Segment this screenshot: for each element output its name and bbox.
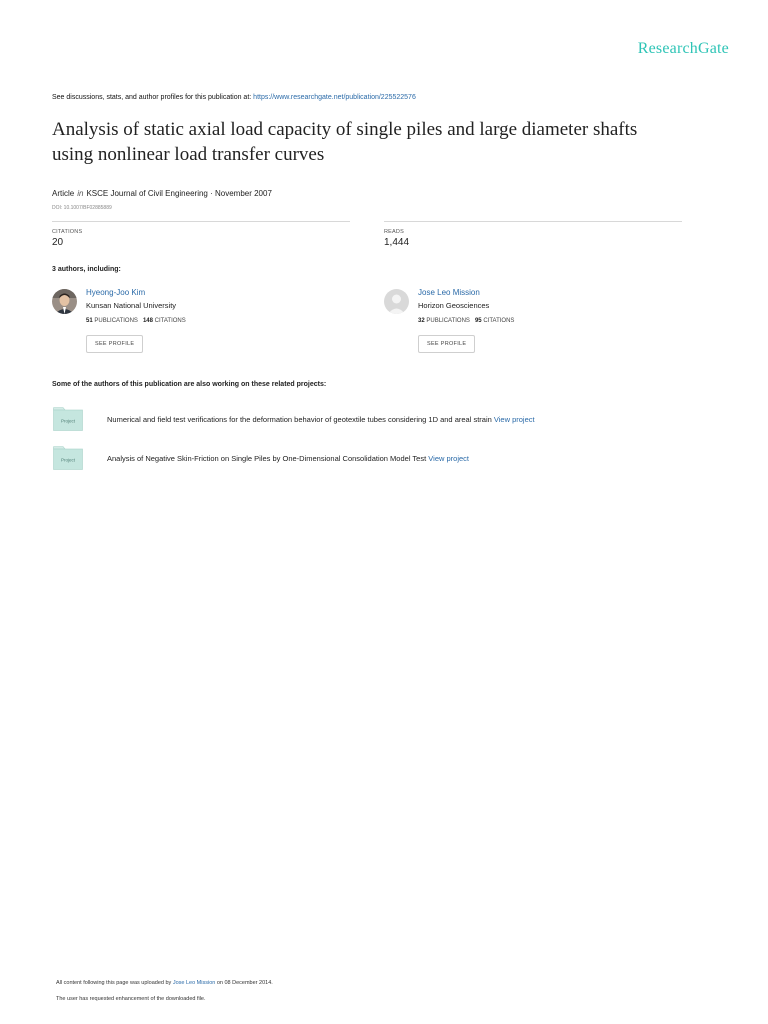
project-title: Numerical and field test verifications for the deformation behavior of geotextile tubes considering 1D and areal strain — [107, 415, 494, 424]
folder-label: Project — [60, 457, 76, 463]
author-card-1 — [86, 288, 186, 324]
citations-label: CITATIONS — [154, 318, 186, 324]
avatar-placeholder[interactable] — [384, 289, 409, 314]
citations-count: 95 — [474, 318, 482, 324]
see-profile-button[interactable]: SEE PROFILE — [418, 335, 475, 353]
in-word: in — [77, 189, 84, 198]
discussions-line — [52, 94, 416, 101]
view-project-link[interactable]: View project — [493, 415, 535, 424]
citations-label: CITATIONS — [483, 318, 515, 324]
project-folder-icon[interactable] — [53, 446, 83, 470]
upload-suffix: on 08 December 2014. — [215, 980, 273, 986]
project-title: Analysis of Negative Skin-Friction on Single Piles by One-Dimensional Consolidation Model Test — [107, 454, 429, 463]
article-type: Article — [52, 189, 75, 198]
title-line-2: using nonlinear load transfer curves — [52, 144, 325, 165]
reads-label: READS — [384, 229, 404, 235]
upload-notice — [56, 980, 273, 986]
publications-label: PUBLICATIONS — [426, 318, 470, 324]
upload-prefix: All content following this page was uploaded by — [56, 980, 173, 986]
title-line-1: Analysis of static axial load capacity of single piles and large diameter shafts — [52, 119, 638, 140]
related-projects-heading: Some of the authors of this publication are also working on these related projects: — [52, 381, 327, 388]
author-name-link[interactable]: Jose Leo Mission — [418, 288, 480, 297]
see-profile-button[interactable]: SEE PROFILE — [86, 335, 143, 353]
publications-count: 32 — [418, 318, 425, 324]
project-item — [107, 454, 469, 463]
author-name-link[interactable]: Hyeong-Joo Kim — [86, 288, 146, 297]
divider-left — [52, 221, 350, 222]
folder-label: Project — [60, 418, 76, 424]
publication-title — [52, 117, 732, 167]
citations-label: CITATIONS — [52, 229, 83, 235]
author-stats — [86, 318, 186, 324]
publications-count: 51 — [86, 318, 93, 324]
view-project-link[interactable]: View project — [428, 454, 469, 463]
reads-value: 1,444 — [384, 237, 410, 248]
doi-text: DOI: 10.1007/BF02885889 — [52, 205, 112, 211]
discussions-text: See discussions, stats, and author profiles for this publication at: — [52, 94, 254, 101]
authors-heading: 3 authors, including: — [52, 266, 121, 273]
author-stats — [418, 318, 514, 324]
publication-meta — [52, 189, 272, 198]
divider-right — [384, 221, 682, 222]
journal-info: KSCE Journal of Civil Engineering · November 2007 — [86, 189, 272, 198]
author-card-2 — [418, 288, 514, 324]
author-institution: Kunsan National University — [86, 301, 177, 310]
project-item — [107, 415, 535, 424]
avatar-photo[interactable] — [52, 289, 77, 314]
researchgate-logo[interactable]: ResearchGate — [637, 40, 729, 57]
reads-stat — [384, 229, 409, 248]
publication-url-link[interactable]: https://www.researchgate.net/publication/225522576 — [253, 94, 416, 101]
citations-count: 148 — [142, 318, 153, 324]
uploader-link[interactable]: Jose Leo Mission — [172, 980, 216, 986]
enhancement-notice: The user has requested enhancement of the downloaded file. — [56, 996, 206, 1002]
project-folder-icon[interactable] — [53, 407, 83, 431]
publications-label: PUBLICATIONS — [94, 318, 138, 324]
citations-value: 20 — [52, 237, 64, 248]
author-institution: Horizon Geosciences — [418, 301, 490, 310]
citations-stat — [52, 229, 82, 248]
